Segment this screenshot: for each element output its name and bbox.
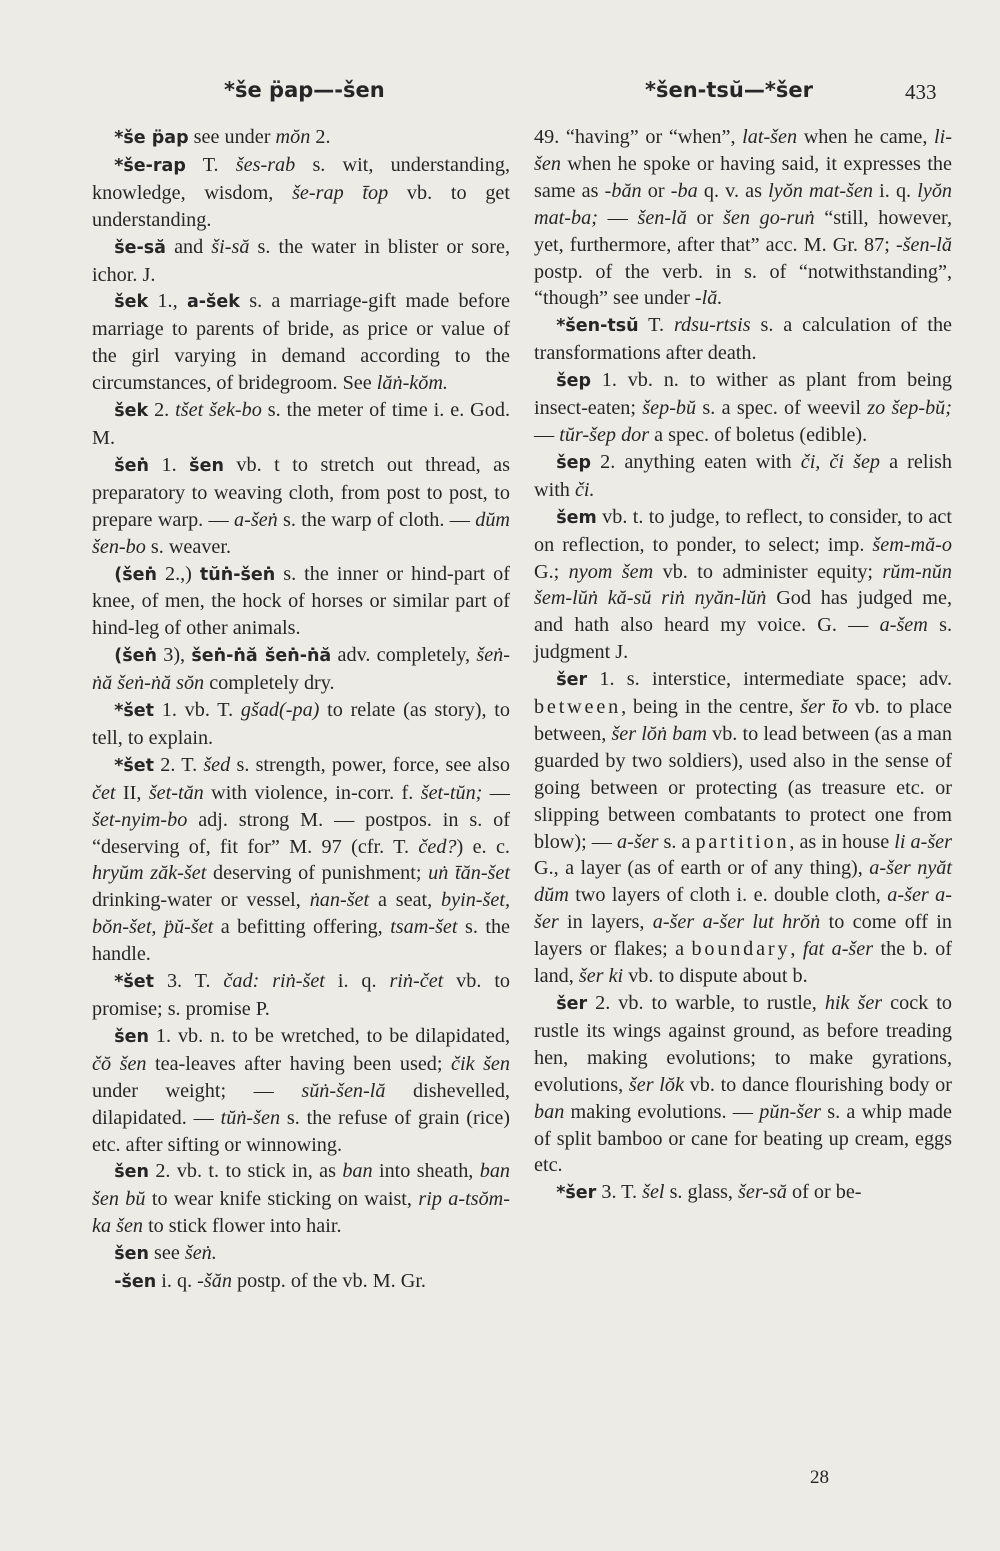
definition-text: — bbox=[534, 423, 560, 446]
headword: *šet bbox=[114, 972, 155, 993]
italic-term: -šăn bbox=[197, 1270, 232, 1293]
dictionary-entry bbox=[92, 561, 510, 643]
dictionary-entry bbox=[92, 452, 510, 561]
definition-text: when he spoke or having said, it expresses the same as bbox=[534, 152, 952, 202]
headword: šer bbox=[556, 994, 588, 1014]
definition-text: deserving of punishment; bbox=[206, 862, 429, 885]
italic-term: lyŏn mat-ba; bbox=[534, 179, 953, 229]
headword: *še-rap bbox=[114, 155, 186, 176]
dictionary-entry bbox=[534, 449, 952, 504]
definition-text: s. a bbox=[658, 830, 696, 853]
definition-text: q. v. as bbox=[697, 179, 769, 202]
dictionary-entry bbox=[92, 752, 510, 968]
dictionary-entry bbox=[534, 367, 952, 449]
definition-text: vb. to get understanding. bbox=[92, 181, 510, 231]
definition-text: vb. to lead between (as a man guarded by two soldiers), used also in the sense of going between or protecting (as treasure etc. or slipping between combatants to protect one from blow); — bbox=[534, 722, 952, 853]
definition-text: to wear knife sticking on waist, bbox=[145, 1188, 419, 1211]
italic-term: fat a-šer bbox=[802, 938, 874, 961]
headword: šeṅ bbox=[114, 455, 149, 476]
definition-text: to stick flower into hair. bbox=[143, 1215, 342, 1238]
dictionary-entry bbox=[92, 124, 510, 152]
definition-text: i. q. bbox=[872, 179, 918, 202]
definition-text: a spec. of boletus (edible). bbox=[649, 423, 868, 446]
definition-text: , being in the centre, bbox=[621, 696, 801, 719]
definition-text: adj. strong M. — postpos. in s. of “deserving of, fit for” M. 97 (cfr. T. bbox=[92, 808, 510, 858]
definition-text: with violence, in-corr. f. bbox=[203, 781, 421, 804]
dictionary-entry bbox=[92, 288, 510, 397]
headword: šem bbox=[556, 507, 597, 528]
definition-text: 1. bbox=[148, 453, 190, 476]
definition-text: i. q. bbox=[324, 970, 390, 993]
italic-term: ṅan-šet bbox=[309, 889, 370, 912]
italic-term: dŭm šen-bo bbox=[92, 508, 510, 558]
dictionary-entry bbox=[534, 1179, 952, 1207]
definition-text: 3. T. bbox=[154, 970, 224, 993]
definition-text: 2. T. bbox=[154, 753, 204, 776]
headword: šep bbox=[556, 452, 592, 473]
definition-text: s. a marriage-gift made before marriage to parents of bride, as price or value of the girl varying in demand according to the circumstances, of bridegroom. See bbox=[92, 290, 511, 395]
definition-text: s. the inner or hind-part of knee, of men, the hock of horses or similar part of hind-leg of other animals. bbox=[92, 562, 510, 640]
italic-term: čik šen bbox=[451, 1052, 510, 1075]
definition-text: 1., bbox=[148, 290, 187, 313]
spaced-term: between bbox=[534, 696, 622, 719]
italic-term: tŭṅ-šen bbox=[220, 1106, 281, 1129]
italic-term: hik šer bbox=[824, 992, 883, 1014]
dictionary-entry bbox=[534, 990, 952, 1179]
italic-term: šel bbox=[642, 1181, 665, 1204]
italic-term: sŭṅ-šen-lă bbox=[301, 1079, 386, 1102]
italic-term: rip a-tsŏm-ka šen bbox=[92, 1188, 510, 1238]
definition-text: 49. “having” or “when”, bbox=[534, 126, 743, 148]
headword: *šer bbox=[556, 1183, 597, 1204]
right-column bbox=[534, 124, 952, 1207]
italic-term: či, či šep bbox=[800, 450, 881, 473]
definition-text: T. bbox=[638, 314, 674, 337]
headword: še-să bbox=[114, 237, 166, 258]
dictionary-entry bbox=[92, 1240, 510, 1268]
headword: šep bbox=[556, 371, 592, 392]
definition-text: and bbox=[166, 235, 212, 258]
definition-text: , as in house bbox=[789, 830, 895, 853]
definition-text: in layers, bbox=[558, 911, 653, 934]
definition-text: vb. to promise; s. promise P. bbox=[92, 970, 511, 1020]
italic-term: pŭn-šer bbox=[759, 1100, 821, 1123]
italic-term: lăṅ-kŏm. bbox=[376, 372, 448, 395]
definition-text: G.; bbox=[534, 560, 569, 583]
spaced-term: boundary bbox=[691, 938, 791, 961]
italic-term: ban bbox=[534, 1100, 565, 1123]
headword: šen bbox=[189, 455, 224, 476]
headword: *šen-tsŭ bbox=[556, 316, 639, 337]
italic-term: šer lŏk bbox=[628, 1073, 684, 1096]
italic-term: byin-šet, bŏn-šet, p̈ŭ-šet bbox=[92, 889, 510, 939]
left-column bbox=[92, 124, 510, 1296]
headword: šeṅ-ṅă šeṅ-ṅă bbox=[191, 646, 332, 667]
definition-text: see under bbox=[188, 126, 276, 148]
definition-text: G., a layer (as of earth or of any thing), bbox=[534, 857, 870, 880]
italic-term: še-rap t̄op bbox=[292, 181, 389, 204]
definition-text: into sheath, bbox=[372, 1160, 480, 1183]
italic-term: -băn bbox=[604, 179, 642, 202]
dictionary-entry bbox=[534, 124, 952, 312]
header-left-guideword: *še p̈ap—-šen bbox=[224, 78, 385, 102]
definition-text: T. bbox=[185, 153, 236, 176]
italic-term: ban bbox=[342, 1160, 373, 1183]
headword: šek bbox=[114, 401, 149, 422]
definition-text: s. weaver. bbox=[145, 535, 232, 558]
italic-term: šem-mă-o bbox=[872, 533, 952, 556]
headword: *šet bbox=[114, 755, 155, 776]
definition-text: see bbox=[148, 1242, 185, 1265]
definition-text: s. a calculation of the transformations after death. bbox=[534, 314, 952, 365]
definition-text: 1. s. interstice, intermediate space; adv. bbox=[587, 668, 952, 691]
italic-term: čŏ šen bbox=[92, 1052, 147, 1075]
definition-text: or bbox=[641, 179, 671, 202]
definition-text: the b. of land, bbox=[534, 938, 952, 988]
definition-text: 1. vb. n. to wither as plant from being insect-eaten; bbox=[534, 369, 952, 420]
definition-text: a relish with bbox=[534, 450, 952, 501]
definition-text: “still, however, yet, furthermore, after that” acc. M. Gr. 87; bbox=[534, 206, 952, 256]
italic-term: hryŭm zăk-šet bbox=[92, 862, 207, 885]
italic-term: šed bbox=[203, 753, 231, 776]
definition-text: to come off in layers or flakes; a bbox=[534, 911, 952, 961]
definition-text: 2. bbox=[310, 126, 331, 148]
definition-text: s. glass, bbox=[664, 1181, 738, 1204]
definition-text: — bbox=[597, 206, 638, 229]
spaced-term: partition bbox=[695, 830, 790, 853]
italic-term: li-šen bbox=[534, 126, 952, 175]
dictionary-entry bbox=[92, 152, 510, 234]
definition-text: 2. bbox=[148, 399, 176, 422]
definition-text: tea-leaves after having been used; bbox=[146, 1052, 452, 1075]
italic-term: šeṅ. bbox=[184, 1242, 217, 1265]
page-number: 433 bbox=[905, 80, 937, 104]
italic-term: šet-tăn bbox=[148, 781, 204, 804]
italic-term: čed? bbox=[418, 835, 457, 858]
dictionary-entry bbox=[92, 234, 510, 289]
italic-term: ban šen bŭ bbox=[92, 1160, 510, 1211]
page-header bbox=[0, 72, 1000, 112]
italic-term: tŭr-šep dor bbox=[559, 423, 650, 446]
italic-term: šer lŏṅ bam bbox=[611, 722, 707, 745]
italic-term: riṅ-čet bbox=[389, 970, 444, 993]
definition-text: 2. vb. t. to stick in, as bbox=[148, 1160, 343, 1183]
dictionary-entry bbox=[92, 397, 510, 452]
definition-text: s. the meter of time i. e. God. M. bbox=[92, 399, 510, 449]
italic-term: nyom šem bbox=[568, 560, 654, 583]
definition-text: , bbox=[790, 938, 803, 961]
definition-text: drinking-water or vessel, bbox=[92, 889, 310, 912]
italic-term: a-šem bbox=[879, 614, 928, 637]
italic-term: šet-tŭn; bbox=[420, 781, 483, 804]
italic-term: zo šep-bŭ; bbox=[867, 397, 952, 420]
italic-term: a-šeṅ bbox=[234, 508, 278, 531]
dictionary-entry bbox=[92, 1268, 510, 1296]
italic-term: li a-šer bbox=[894, 830, 952, 853]
definition-text: 2. anything eaten with bbox=[591, 450, 801, 473]
definition-text: s. a spec. of weevil bbox=[696, 397, 868, 420]
dictionary-entry bbox=[92, 1158, 510, 1240]
definition-text: to relate (as story), to tell, to explain. bbox=[92, 699, 510, 749]
italic-term: šer t̄o bbox=[800, 696, 848, 719]
definition-text: 2. vb. to warble, to rustle, bbox=[587, 992, 825, 1014]
dictionary-entry bbox=[92, 642, 510, 697]
headword: šen bbox=[114, 1244, 149, 1265]
italic-term: -lă. bbox=[694, 287, 723, 310]
definition-text: vb. to place between, bbox=[534, 696, 952, 745]
definition-text: s. judgment J. bbox=[534, 614, 952, 664]
dictionary-entry bbox=[92, 697, 510, 752]
italic-term: tsam-šet bbox=[390, 916, 458, 939]
italic-term: uṅ t̄ăn-šet bbox=[428, 862, 510, 885]
italic-term: ši-să bbox=[211, 235, 250, 258]
header-right-guideword: *šen-tsŭ—*šer bbox=[645, 78, 813, 102]
italic-term: -ba bbox=[670, 179, 698, 202]
definition-text: completely dry. bbox=[204, 672, 335, 695]
definition-text: God has judged me, and hath also heard my voice. G. — bbox=[534, 587, 952, 637]
headword: (šeṅ bbox=[114, 564, 157, 585]
italic-term: a-šer bbox=[617, 830, 659, 853]
headword: šek bbox=[114, 292, 149, 313]
italic-term: šeṅ-ṅă šeṅ-ṅă sŏn bbox=[92, 644, 510, 695]
definition-text: 3), bbox=[156, 644, 192, 667]
definition-text: s. the handle. bbox=[92, 916, 510, 966]
definition-text: ) e. c. bbox=[456, 835, 510, 858]
italic-term: čad: riṅ-šet bbox=[223, 970, 325, 993]
headword: šen bbox=[114, 1162, 149, 1183]
definition-text: s. the refuse of grain (rice) etc. after sifting or winnowing. bbox=[92, 1106, 510, 1156]
italic-term: čet bbox=[92, 781, 116, 804]
dictionary-entry bbox=[534, 504, 952, 666]
italic-term: šes-rab bbox=[235, 153, 296, 176]
italic-term: šep-bŭ bbox=[642, 397, 697, 420]
dictionary-entry bbox=[92, 1023, 510, 1159]
definition-text: of or be- bbox=[786, 1181, 862, 1204]
italic-term: -šen-lă bbox=[895, 233, 952, 256]
italic-term: mŏn bbox=[275, 126, 311, 148]
definition-text: a befitting offering, bbox=[213, 916, 391, 939]
headword: tŭṅ-šeṅ bbox=[199, 564, 276, 585]
definition-text: 1. vb. T. bbox=[154, 699, 241, 722]
headword: a-šek bbox=[186, 292, 240, 313]
definition-text: vb. t. to judge, to reflect, to consider, to act on reflection, to ponder, to select; imp. bbox=[534, 505, 952, 556]
italic-term: šen go-ruṅ bbox=[723, 206, 815, 229]
definition-text: s. wit, understanding, knowledge, wisdom, bbox=[92, 153, 510, 204]
definition-text: vb. to dispute about b. bbox=[623, 965, 808, 988]
definition-text: II, bbox=[115, 781, 149, 804]
definition-text: two layers of cloth i. e. double cloth, bbox=[568, 884, 888, 907]
headword: -šen bbox=[114, 1272, 157, 1293]
definition-text: cock to rustle its wings against ground, as before treading hen, making evolutions; to make gyrations, evolutions, bbox=[534, 992, 952, 1096]
definition-text: postp. of the vb. M. Gr. bbox=[231, 1270, 426, 1293]
definition-text: 1. vb. n. to be wretched, to be dilapidated, bbox=[148, 1024, 510, 1047]
italic-term: a-šer a-šer bbox=[534, 884, 952, 934]
italic-term: lat-šen bbox=[742, 126, 798, 148]
italic-term: rdsu-rtsis bbox=[673, 314, 751, 337]
definition-text: a seat, bbox=[369, 889, 442, 912]
italic-term: šen-lă bbox=[637, 206, 687, 229]
italic-term: rŭm-nŭn šem-lŭṅ kă-sŭ riṅ nyăn-lŭṅ bbox=[534, 560, 952, 610]
definition-text: vb. t to stretch out thread, as preparatory to weaving cloth, from post to post, to prepare warp. — bbox=[92, 453, 510, 531]
definition-text: 3. T. bbox=[596, 1181, 643, 1204]
italic-term: lyŏn mat-šen bbox=[768, 179, 873, 202]
headword: šen bbox=[114, 1026, 149, 1047]
definition-text: vb. to dance flourishing body or bbox=[683, 1073, 952, 1096]
italic-term: tšet šek-bo bbox=[175, 399, 262, 422]
definition-text: 2.,) bbox=[156, 562, 200, 585]
definition-text: s. strength, power, force, see also bbox=[230, 753, 510, 776]
definition-text: s. the warp of cloth. — bbox=[277, 508, 476, 531]
italic-term: gšad(-pa) bbox=[240, 699, 320, 722]
definition-text: or bbox=[686, 206, 724, 229]
definition-text: under weight; — bbox=[92, 1079, 302, 1102]
definition-text: vb. to administer equity; bbox=[653, 560, 883, 583]
definition-text: postp. of the verb. in s. of “notwithstanding”, “though” see under bbox=[534, 260, 952, 310]
italic-term: šet-nyim-bo bbox=[92, 808, 188, 831]
dictionary-entry bbox=[534, 666, 952, 990]
italic-term: a-šer nyăt dŭm bbox=[534, 857, 952, 907]
dictionary-entry bbox=[92, 968, 510, 1023]
headword: šer bbox=[556, 670, 588, 691]
definition-text: dishevelled, dilapidated. — bbox=[92, 1079, 510, 1129]
italic-term: a-šer a-šer lut hrŏṅ bbox=[652, 911, 821, 934]
definition-text: adv. completely, bbox=[331, 644, 477, 667]
headword: *šet bbox=[114, 701, 155, 722]
dictionary-entry bbox=[534, 312, 952, 367]
definition-text: — bbox=[482, 781, 510, 804]
headword: *še p̈ap bbox=[114, 128, 189, 148]
definition-text: when he came, bbox=[797, 126, 935, 148]
signature-mark: 28 bbox=[810, 1467, 829, 1488]
italic-term: šer-să bbox=[738, 1181, 787, 1204]
definition-text: s. the water in blister or sore, ichor. J. bbox=[92, 235, 510, 286]
definition-text: s. a whip made of split bamboo or cane for beating up cream, eggs etc. bbox=[534, 1100, 952, 1177]
headword: (šeṅ bbox=[114, 646, 157, 667]
italic-term: či. bbox=[574, 478, 595, 501]
definition-text: making evolutions. — bbox=[564, 1100, 760, 1123]
definition-text: i. q. bbox=[156, 1270, 198, 1293]
italic-term: šer ki bbox=[578, 965, 624, 988]
